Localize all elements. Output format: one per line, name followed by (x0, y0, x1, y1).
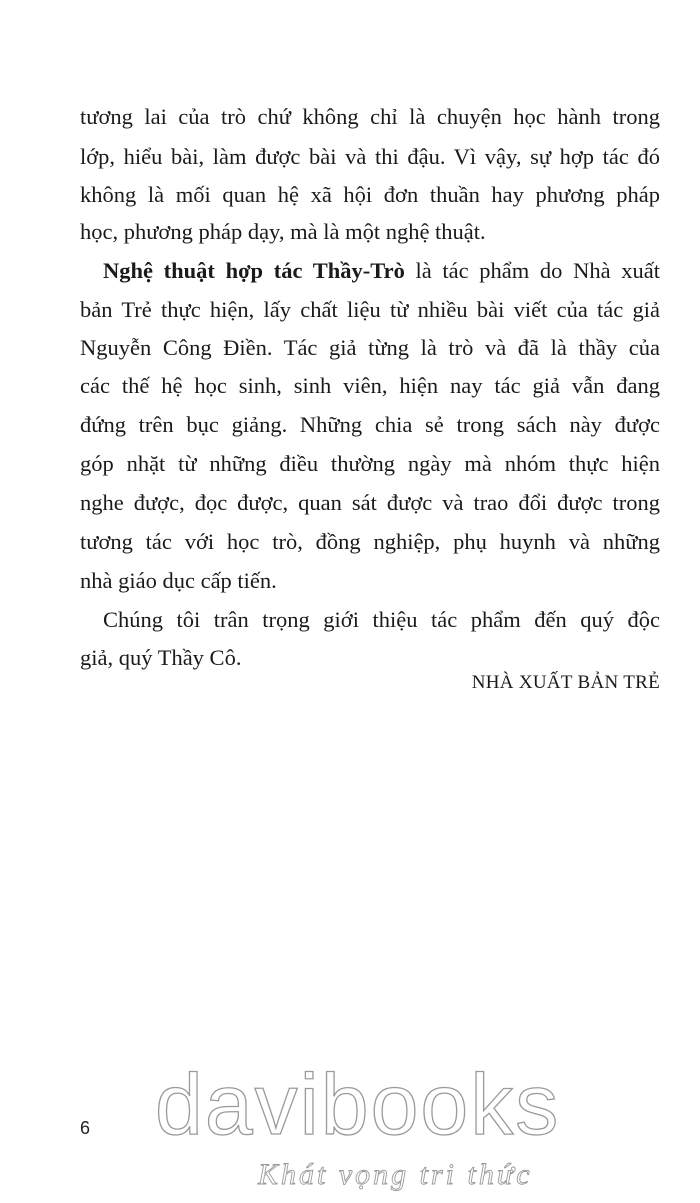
paragraph-2-line-1 (103, 254, 660, 287)
paragraph-2-line-9: nhà giáo dục cấp tiến. (80, 568, 277, 593)
paragraph-1-line-3: không là mối quan hệ xã hội đơn thuần hay phương pháp (80, 182, 660, 207)
paragraph-2-line-8: tương tác với học trò, đồng nghiệp, phụ huynh và những (80, 529, 660, 554)
publisher-signature: NHÀ XUẤT BẢN TRẺ (471, 672, 660, 693)
paragraph-2-line-5: đứng trên bục giảng. Những chia sẻ trong sách này được (80, 412, 660, 437)
paragraph-2-line-3: Nguyễn Công Điền. Tác giả từng là trò và đã là thầy của (80, 335, 660, 360)
watermark-logo: davibooks (155, 1057, 561, 1153)
paragraph-2-line-7: nghe được, đọc được, quan sát được và trao đổi được trong (80, 490, 660, 515)
paragraph-2-line-2: bản Trẻ thực hiện, lấy chất liệu từ nhiều bài viết của tác giả (80, 297, 660, 322)
paragraph-1-line-1: tương lai của trò chứ không chỉ là chuyện học hành trong (80, 104, 660, 129)
paragraph-3-line-1: Chúng tôi trân trọng giới thiệu tác phẩm đến quý độc (103, 607, 660, 632)
paragraph-2-line-1-rest: là tác phẩm do Nhà xuất (404, 258, 660, 283)
page-number: 6 (80, 1118, 91, 1138)
paragraph-3-line-2: giả, quý Thầy Cô. (80, 645, 242, 670)
paragraph-1-line-2: lớp, hiểu bài, làm được bài và thi đậu. Vì vậy, sự hợp tác đó (80, 144, 660, 169)
book-title: Nghệ thuật hợp tác Thầy-Trò (103, 258, 405, 283)
paragraph-2-line-6: góp nhặt từ những điều thường ngày mà nhóm thực hiện (80, 451, 660, 476)
paragraph-1-line-4: học, phương pháp dạy, mà là một nghệ thuật. (80, 219, 486, 244)
watermark-tagline: Khát vọng tri thức (258, 1158, 533, 1191)
paragraph-2-line-4: các thế hệ học sinh, sinh viên, hiện nay tác giả vẫn đang (80, 373, 660, 398)
